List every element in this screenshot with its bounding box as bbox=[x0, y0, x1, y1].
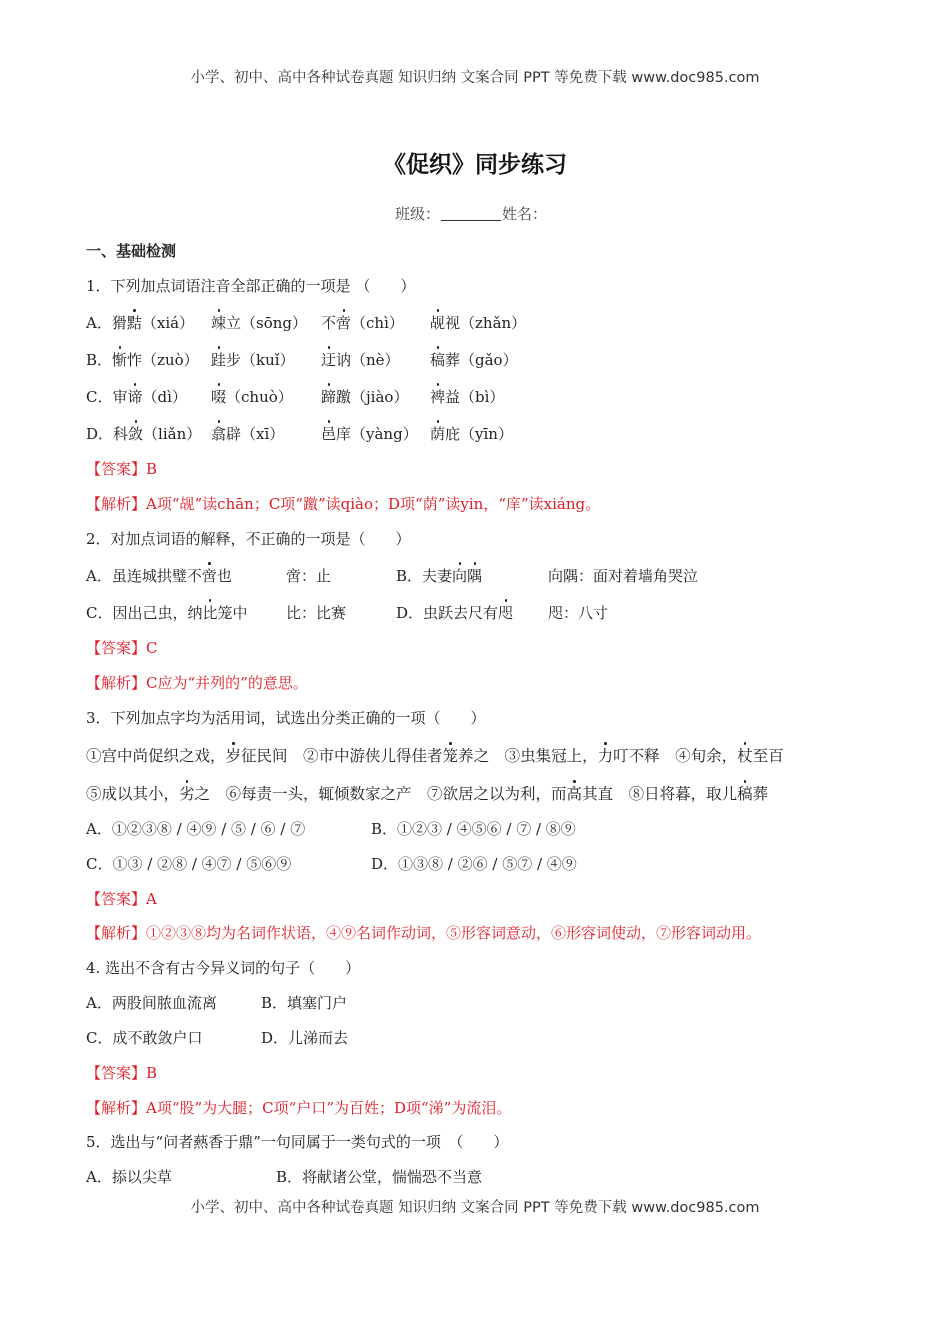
q3-option-a: A．①②③⑧ / ④⑨ / ⑤ / ⑥ / ⑦ bbox=[86, 820, 306, 838]
q3-option-d: D．①③⑧ / ②⑥ / ⑤⑦ / ④⑨ bbox=[371, 855, 577, 873]
q5-option-a: A．掭以尖草 bbox=[86, 1168, 172, 1186]
q4-option-d: D．儿涕而去 bbox=[261, 1029, 349, 1047]
document-title: 《促织》同步练习 bbox=[383, 152, 567, 178]
class-label: 班级： bbox=[395, 205, 441, 223]
student-info bbox=[395, 203, 547, 224]
q3-stem: 3．下列加点字均为活用词，试选出分类正确的一项（ ） bbox=[86, 709, 486, 727]
q4-option-c: C．成不敢敛户口 bbox=[86, 1029, 203, 1047]
q4-stem: 4. 选出不含有古今异义词的句子（ ） bbox=[86, 959, 361, 977]
q3-answer: 【答案】A bbox=[86, 890, 157, 908]
q2-answer: 【答案】C bbox=[86, 639, 158, 657]
q1-answer: 【答案】B bbox=[86, 460, 158, 478]
q3-analysis: 【解析】①②③⑧均为名词作状语，④⑨名词作动词，⑤形容词意动，⑥形容词使动，⑦形容词动用。 bbox=[86, 924, 762, 942]
q4-answer: 【答案】B bbox=[86, 1064, 158, 1082]
q5-stem: 5．选出与“问者爇香于鼎”一句同属于一类句式的一项 （ ） bbox=[86, 1133, 509, 1151]
q3-option-c: C．①③ / ②⑧ / ④⑦ / ⑤⑥⑨ bbox=[86, 855, 292, 873]
q3-sentences-line2: ⑤成以其小，劣之 ⑥每责一头，辄倾数家之产 ⑦欲居之以为利，而高其直 ⑧日将暮，取儿稿葬 bbox=[86, 785, 769, 803]
page-header-banner: 小学、初中、高中各种试卷真题 知识归纳 文案合同 PPT 等免费下载 www.doc985.com bbox=[190, 70, 760, 86]
q1-stem: 1．下列加点词语注音全部正确的一项是 （ ） bbox=[86, 277, 416, 295]
page-footer-banner: 小学、初中、高中各种试卷真题 知识归纳 文案合同 PPT 等免费下载 www.doc985.com bbox=[190, 1200, 760, 1216]
q1-analysis: 【解析】A项“觇”读chān；C项“躈”读qiào；D项“荫”读yin，“庠”读xiáng。 bbox=[86, 495, 601, 513]
q4-option-b: B．填塞门户 bbox=[261, 994, 348, 1012]
q2-stem: 2．对加点词语的解释，不正确的一项是（ ） bbox=[86, 530, 411, 548]
name-label: 姓名： bbox=[502, 205, 548, 223]
class-blank bbox=[441, 220, 501, 221]
q2-analysis: 【解析】C应为“并列的”的意思。 bbox=[86, 674, 308, 692]
section-heading: 一、基础检测 bbox=[86, 242, 177, 260]
q5-option-b: B．将献诸公堂，惴惴恐不当意 bbox=[276, 1168, 483, 1186]
q3-option-b: B．①②③ / ④⑤⑥ / ⑦ / ⑧⑨ bbox=[371, 820, 576, 838]
q4-option-a: A．两股间脓血流离 bbox=[86, 994, 217, 1012]
q3-sentences-line1: ①宫中尚促织之戏，岁征民间 ②市中游侠儿得佳者笼养之 ③虫集冠上，力叮不释 ④旬余，杖至百 bbox=[86, 747, 784, 765]
q4-analysis: 【解析】A项“股”为大腿；C项“户口”为百姓；D项“涕”为流泪。 bbox=[86, 1099, 512, 1117]
